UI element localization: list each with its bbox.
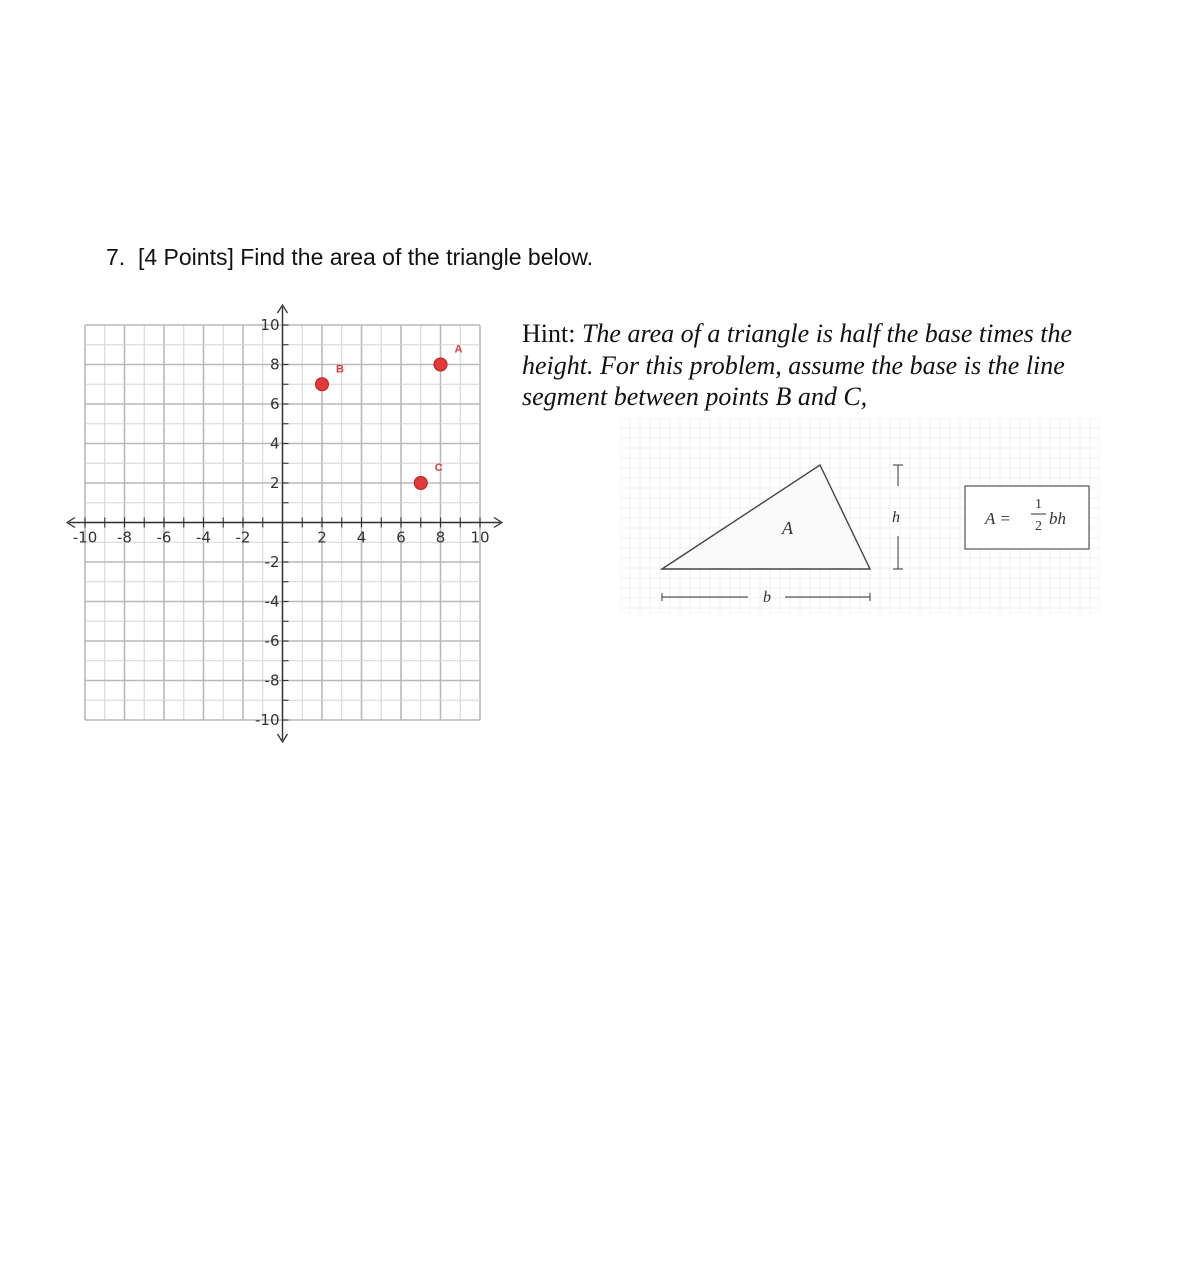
y-tick-label: -6	[264, 632, 280, 650]
x-tick-label: 8	[435, 528, 446, 547]
formula-denominator: 2	[1035, 519, 1042, 534]
point-a	[434, 358, 447, 371]
point-label-b: B	[336, 363, 344, 376]
hint-text: The area of a triangle is half the base times the height. For this problem, assume the base is the line segment between points B and C,	[522, 319, 1073, 411]
question-number: 7.	[106, 244, 126, 270]
y-tick-label: -2	[264, 553, 280, 571]
axes	[67, 305, 502, 742]
base-label: b	[763, 589, 771, 606]
x-tick-label: 6	[396, 528, 406, 547]
question-text: Find the area of the triangle below.	[240, 244, 594, 270]
height-label: h	[892, 509, 900, 526]
formula-rhs: bh	[1049, 509, 1066, 528]
y-tick-label: 10	[260, 316, 280, 334]
x-tick-label: 2	[317, 528, 327, 547]
x-tick-label: -10	[72, 528, 98, 547]
y-tick-label: 4	[269, 434, 280, 453]
question-points: [4 Points]	[137, 244, 234, 270]
hint-label: Hint:	[522, 319, 576, 348]
formula-numerator: 1	[1035, 497, 1042, 512]
y-tick-label: 8	[269, 355, 280, 374]
x-tick-label: -2	[235, 528, 251, 547]
example-triangle	[662, 465, 870, 569]
x-tick-label: -8	[117, 528, 132, 547]
x-tick-label: 4	[356, 528, 367, 547]
triangle-area-diagram	[620, 418, 1100, 613]
x-tick-label: -4	[196, 528, 211, 547]
y-tick-label: -10	[255, 711, 280, 729]
y-tick-label: 6	[269, 395, 280, 413]
y-tick-label: -8	[264, 671, 280, 690]
formula-lhs: A =	[985, 509, 1011, 528]
x-tick-label: -6	[156, 528, 172, 547]
hint-block	[522, 318, 1122, 413]
point-c	[414, 477, 427, 490]
x-tick-label: 10	[470, 528, 490, 547]
formula-box	[965, 486, 1089, 549]
question-prompt	[106, 244, 593, 271]
point-label-a: A	[454, 343, 463, 356]
point-b	[316, 378, 329, 391]
coordinate-grid	[60, 300, 520, 760]
y-tick-label: 2	[269, 474, 280, 492]
y-tick-label: -4	[264, 592, 280, 611]
triangle-area-label: A	[782, 518, 793, 538]
point-label-c: C	[434, 462, 443, 474]
